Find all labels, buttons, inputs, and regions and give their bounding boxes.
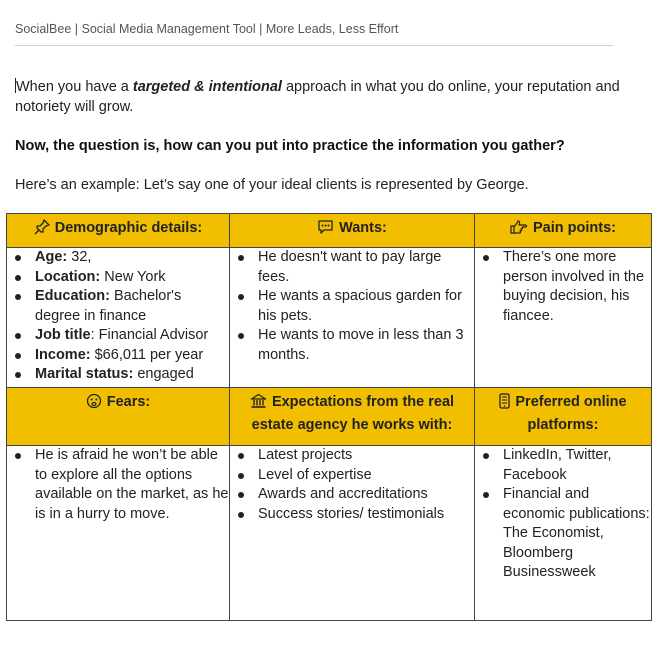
intro-emphasis: targeted & intentional xyxy=(132,79,282,95)
example-paragraph: Here’s an example: Let’s say one of your ideal clients is represented by George. xyxy=(15,177,529,193)
pain-points-cell xyxy=(475,248,652,388)
intro-text-end: approach in what you do online, your reputation and notoriety will grow. xyxy=(15,79,620,115)
list-item: Income: $66,011 per year xyxy=(7,346,229,366)
expectations-list xyxy=(230,446,474,524)
phone-icon xyxy=(499,393,510,416)
intro-paragraph xyxy=(15,78,625,117)
list-item: Success stories/ testimonials xyxy=(230,505,474,525)
list-item: Age: 32, xyxy=(7,248,229,268)
wants-header-label: Wants: xyxy=(339,220,387,237)
list-item: Financial and economic publications: The Economist, Bloomberg Businessweek xyxy=(475,485,651,583)
fears-header-label: Fears: xyxy=(106,394,151,410)
content-row-2 xyxy=(7,446,652,621)
list-item: He wants to move in less than 3 months. xyxy=(230,326,474,365)
pain-points-header-label: Pain points: xyxy=(533,220,616,237)
list-item: There’s one more person involved in the buying decision, his fiancee. xyxy=(475,248,651,326)
pushpin-icon xyxy=(34,219,50,242)
pain-points-list xyxy=(475,248,651,326)
platforms-cell xyxy=(475,446,652,621)
demographic-cell xyxy=(7,248,230,388)
demographic-header-label: Demographic details: xyxy=(54,220,203,237)
header-divider xyxy=(15,45,613,46)
pointing-hand-icon xyxy=(510,219,528,242)
fears-header xyxy=(7,388,230,446)
demographic-list xyxy=(7,248,229,385)
expectations-header xyxy=(230,388,475,446)
wants-list xyxy=(230,248,474,365)
wants-cell xyxy=(230,248,475,388)
speech-bubble-icon xyxy=(317,219,334,242)
header-row-1 xyxy=(7,214,652,248)
list-item: Job title: Financial Advisor xyxy=(7,326,229,346)
list-item: Awards and accreditations xyxy=(230,485,474,505)
platforms-header-label: Preferred online platforms: xyxy=(515,394,627,433)
fears-cell xyxy=(7,446,230,621)
fearful-face-icon xyxy=(86,393,102,416)
list-item: Level of expertise xyxy=(230,466,474,486)
fears-list xyxy=(7,446,229,524)
list-item: He wants a spacious garden for his pets. xyxy=(230,287,474,326)
intro-text-start: When you have a xyxy=(16,79,133,95)
list-item: He doesn't want to pay large fees. xyxy=(230,248,474,287)
question-paragraph: Now, the question is, how can you put into practice the information you gather? xyxy=(15,138,565,154)
list-item: Education: Bachelor's degree in finance xyxy=(7,287,229,326)
list-item: Latest projects xyxy=(230,446,474,466)
platforms-list xyxy=(475,446,651,583)
wants-header xyxy=(230,214,475,248)
content-row-1 xyxy=(7,248,652,388)
demographic-header xyxy=(7,214,230,248)
pain-points-header xyxy=(475,214,652,248)
header-row-2 xyxy=(7,388,652,446)
page-header-title: SocialBee | Social Media Management Tool | More Leads, Less Effort xyxy=(15,22,399,36)
list-item: He is afraid he won’t be able to explore all the options available on the market, as he is in a hurry to move. xyxy=(7,446,229,524)
list-item: LinkedIn, Twitter, Facebook xyxy=(475,446,651,485)
bank-building-icon xyxy=(250,393,267,416)
persona-table xyxy=(6,213,652,621)
expectations-cell xyxy=(230,446,475,621)
list-item: Location: New York xyxy=(7,268,229,288)
list-item: Marital status: engaged xyxy=(7,365,229,385)
platforms-header xyxy=(475,388,652,446)
expectations-header-label: Expectations from the real estate agency he works with: xyxy=(251,394,455,433)
